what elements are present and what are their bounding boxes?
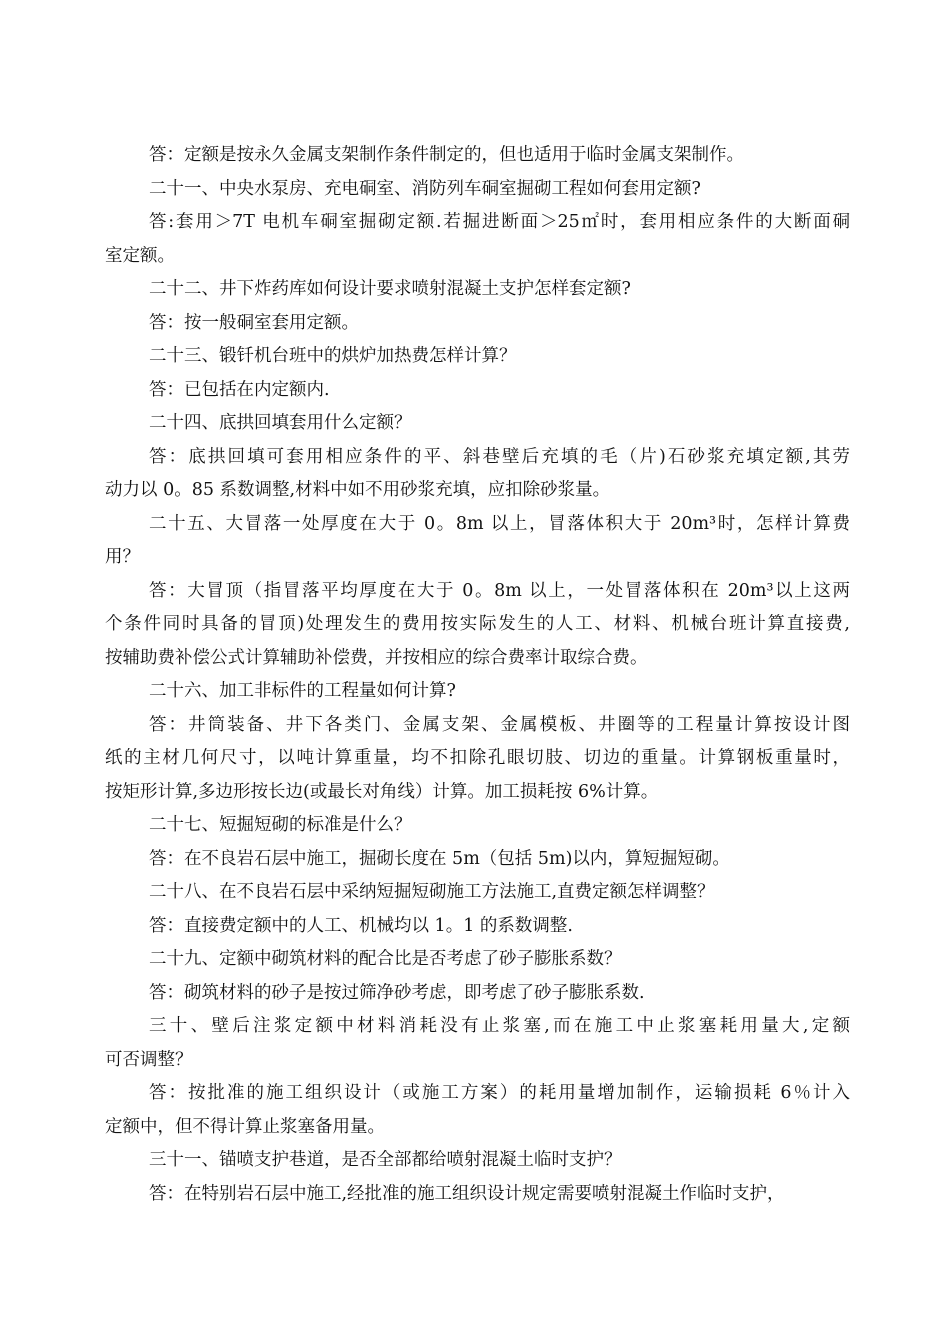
paragraph [105,1077,850,1144]
paragraph [105,910,850,944]
paragraph-line: 可否调整？ [105,1049,193,1070]
paragraph-line: 二十七、短掘短砌的标准是什么？ [149,815,412,835]
paragraph [105,206,850,273]
paragraph [105,508,850,575]
paragraph [105,340,850,374]
paragraph-line: 三十、壁后注浆定额中材料消耗没有止浆塞,而在施工中止浆塞耗用量大,定额 [149,1016,850,1036]
paragraph-line: 答：按批准的施工组织设计（或施工方案）的耗用量增加制作，运输损耗 6％计入 [149,1083,850,1103]
paragraph [105,843,850,877]
paragraph-line: 答：按一般硐室套用定额。 [149,312,359,333]
paragraph-line: 二十九、定额中砌筑材料的配合比是否考虑了砂子膨胀系数？ [149,949,622,969]
paragraph-line: 三十一、锚喷支护巷道，是否全部都给喷射混凝土临时支护？ [149,1150,622,1170]
paragraph [105,675,850,709]
paragraph-line: 二十二、井下炸药库如何设计要求喷射混凝土支护怎样套定额? [149,279,631,299]
paragraph-line: 用？ [105,547,140,567]
paragraph [105,1178,850,1212]
paragraph-line: 答：大冒顶（指冒落平均厚度在大于 0。8m 以上，一处冒落体积在 20m³以上这两 [149,580,850,601]
paragraph-line: 二十八、在不良岩石层中采纳短掘短砌施工方法施工,直费定额怎样调整？ [149,882,715,902]
paragraph-line: 按辅助费补偿公式计算辅助补偿费，并按相应的综合费率计取综合费。 [105,647,648,668]
paragraph-line: 答：井筒装备、井下各类门、金属支架、金属模板、井圈等的工程量计算按设计图 [149,714,850,735]
paragraph-line: 定额中，但不得计算止浆塞备用量。 [105,1116,385,1137]
paragraph-line: 二十六、加工非标件的工程量如何计算? [149,681,456,701]
paragraph [105,709,850,810]
paragraph-line: 个条件同时具备的冒顶)处理发生的费用按实际发生的人工、材料、机械台班计算直接费, [105,614,850,634]
paragraph-line: 答：底拱回填可套用相应条件的平、斜巷壁后充填的毛（片)石砂浆充填定额,其劳 [149,446,850,467]
paragraph [105,374,850,408]
paragraph [105,173,850,207]
paragraph-line: 室定额。 [105,245,175,266]
paragraph-line: 答：已包括在内定额内. [149,379,330,400]
paragraph [105,273,850,307]
paragraph [105,139,850,173]
paragraph-line: 二十四、底拱回填套用什么定额？ [149,413,412,433]
paragraph [105,1010,850,1077]
paragraph-line: 答：在不良岩石层中施工，掘砌长度在 5m（包括 5m)以内，算短掘短砌。 [149,848,730,869]
paragraph [105,977,850,1011]
paragraph [105,575,850,676]
paragraph-line: 答：定额是按永久金属支架制作条件制定的，但也适用于临时金属支架制作。 [149,145,744,165]
paragraph [105,876,850,910]
paragraph-line: 答：砌筑材料的砂子是按过筛净砂考虑，即考虑了砂子膨胀系数. [149,982,645,1003]
paragraph-line: 二十一、中央水泵房、充电硐室、消防列车硐室掘砌工程如何套用定额? [149,178,701,199]
paragraph [105,809,850,843]
paragraph-line: 动力以 0。85 系数调整,材料中如不用砂浆充填，应扣除砂浆量。 [105,480,611,500]
paragraph-line: 按矩形计算,多边形按长边(或最长对角线）计算。加工损耗按 6%计算。 [105,781,659,802]
paragraph [105,943,850,977]
paragraph-line: 答：直接费定额中的人工、机械均以 1。1 的系数调整. [149,915,573,936]
paragraph-line: 二十三、锻钎机台班中的烘炉加热费怎样计算？ [149,346,517,366]
paragraph-line: 答:套用＞7T 电机车硐室掘砌定额.若掘进断面＞25㎡时，套用相应条件的大断面硐 [149,212,850,232]
paragraph-line: 二十五、大冒落一处厚度在大于 0。8m 以上，冒落体积大于 20m³时，怎样计算费 [149,513,850,534]
paragraph-line: 答：在特别岩石层中施工,经批准的施工组织设计规定需要喷射混凝土作临时支护， [149,1183,785,1204]
paragraph [105,407,850,441]
paragraph [105,307,850,341]
paragraph-line: 纸的主材几何尺寸，以吨计算重量，均不扣除孔眼切肢、切边的重量。计算钢板重量时， [105,748,850,768]
document-body [105,139,850,1211]
paragraph [105,441,850,508]
paragraph [105,1144,850,1178]
